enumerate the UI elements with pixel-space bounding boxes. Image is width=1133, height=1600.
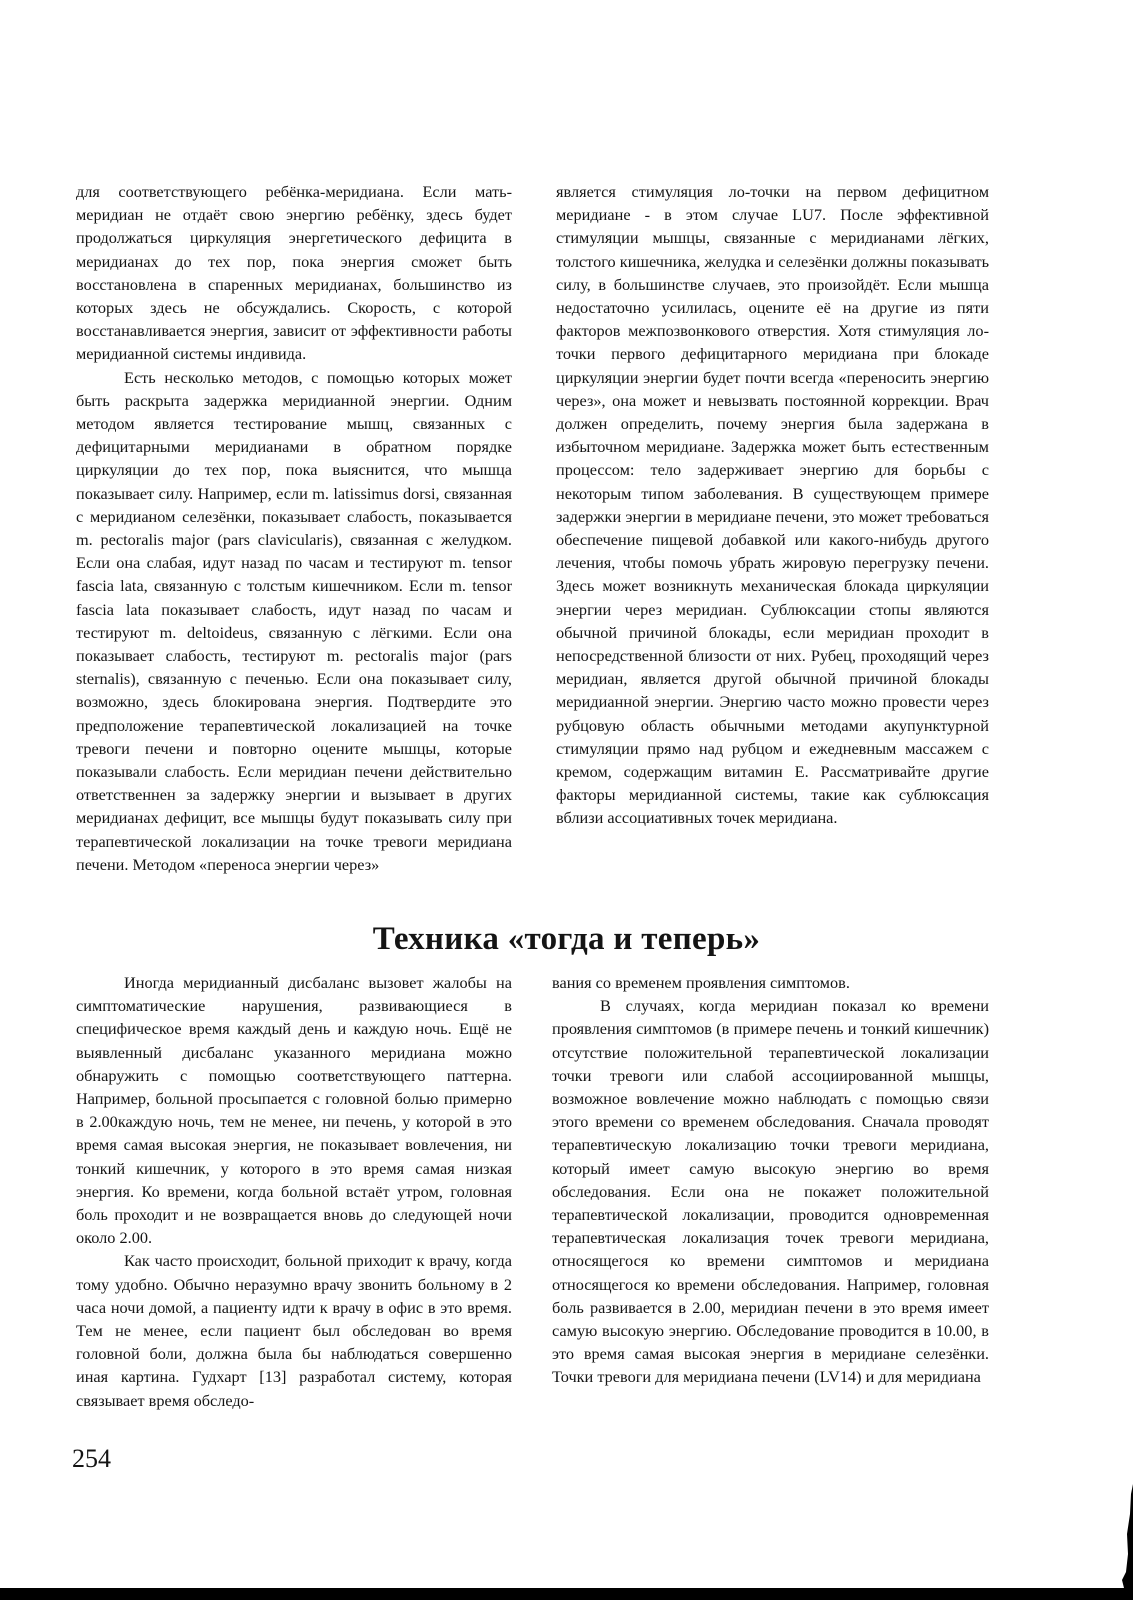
paragraph: Есть несколько методов, с помощью которых может быть раскрыта задержка меридианной энергии. Одним методом является тестирование мышц, связанных с дефицитарными меридианами в обратном порядке циркуляции до тех пор, пока выяснится, что мышца показывает силу. Например, если m. latissimus dorsi, связанная с меридианом селезёнки, показывает слабость, показывается m. pectoralis major (pars clavicularis), связанная с желудком. Если она слабая, идут назад по часам и тестируют m. tensor fascia lata, связанную с толстым кишечником. Если m. tensor fascia lata показывает слабость, идут назад по часам и тестируют m. deltoideus, связанную с лёгкими. Если она показывает слабость, тестируют m. pectoralis major (pars sternalis), связанную с печенью. Если она показывает силу, возможно, здесь блокирована энергия. Подтвердите это предположение терапевтической локализацией на точке тревоги печени и повторно оцените мышцы, которые показывали слабость. Если меридиан печени действительно ответственнен за задержку энергии и вызывает в других меридианах дефицит, все мышцы будут показывать силу при терапевтической локализации на точке тревоги меридиана печени. Методом «переноса энергии через» <box>76 367 512 874</box>
section-heading: Техника «тогда и теперь» <box>372 921 761 957</box>
top-right-column <box>556 180 989 830</box>
paragraph: для соответствующего ребёнка-меридиана. Если мать-меридиан не отдаёт свою энергию ребёнку, здесь будет продолжаться циркуляция энергетического дефицита в меридианах до тех пор, пока энергия сможет быть восстановлена в спаренных меридианах, большинство из которых здесь не обсуждались. Скорость, с которой восстанавливается энергия, зависит от эффективности работы меридианной системы индивида. <box>76 182 512 364</box>
top-left-column <box>76 180 512 876</box>
scan-bottom-edge <box>0 1588 1133 1600</box>
bottom-left-column <box>76 971 512 1412</box>
paragraph: является стимуляция ло-точки на первом дефицитном меридиане - в этом случае LU7. После эффективной стимуляции мышцы, связанные с меридианами лёгких, толстого кишечника, желудка и селезёнки должны показывать силу, в большинстве случаев, это произойдёт. Если мышца недостаточно усилилась, оцените её на другие из пяти факторов межпозвонкового отверстия. Хотя стимуляция ло-точки первого дефицитарного меридиана при блокаде циркуляции энергии будет почти всегда «переносить энергию через», она может и невызвать постоянной коррекции. Врач должен определить, почему энергия была задержана в избыточном меридиане. Задержка может быть естественным процессом: тело задерживает энергию для борьбы с некоторым типом заболевания. В существующем примере задержки энергии в меридиане печени, это может требоваться обеспечение пищевой добавкой или какого-нибудь другого лечения, чтобы помочь убрать жировую перегрузку печени. Здесь может возникнуть механическая блокада циркуляции энергии через меридиан. Сублюксации стопы являются обычной причиной блокады, если меридиан проходит в непосредственной близости от них. Рубец, проходящий через меридиан, является другой обычной причиной блокады меридианной энергии. Энергию часто можно провести через рубцовую область обычными методами акупунктурной стимуляции прямо над рубцом и ежедневным массажем с кремом, содержащим витамин Е. Рассматривайте другие факторы меридианной системы, такие как сублюксация вблизи ассоциативных точек меридиана. <box>556 182 989 828</box>
paragraph: Иногда меридианный дисбаланс вызовет жалобы на симптоматические нарушения, развивающиеся в специфическое время каждый день и каждую ночь. Ещё не выявленный дисбаланс указанного меридиана можно обнаружить с помощью соответствующего паттерна. Например, больной просыпается с головной болью примерно в 2.00каждую ночь, тем не менее, ни печень, у которой в это время самая высокая энергия, не показывает вовлечения, ни тонкий кишечник, у которого в это время самая низкая энергия. Ко времени, когда больной встаёт утром, головная боль проходит и не возвращается вновь до следующей ночи около 2.00. <box>76 973 512 1248</box>
bottom-right-column <box>552 971 989 1389</box>
page-number: 254 <box>72 1444 111 1473</box>
paragraph: Как часто происходит, больной приходит к врачу, когда тому удобно. Обычно неразумно врачу звонить больному в 2 часа ночи домой, а пациенту идти к врачу в офис в это время. Тем не менее, если пациент был обследован во время головной боли, должна была бы наблюдаться совершенно иная картина. Гудхарт [13] разработал систему, которая связывает время обследо- <box>76 1251 512 1410</box>
scan-right-edge <box>1118 1484 1133 1600</box>
paragraph: вания со временем проявления симптомов. <box>552 973 850 992</box>
paragraph: В случаях, когда меридиан показал ко времени проявления симптомов (в примере печень и тонкий кишечник) отсутствие положительной терапевтической локализации точки тревоги или слабой ассоциированной мышцы, возможное вовлечение можно наблюдать с помощью связи этого времени со временем обследования. Сначала проводят терапевтическую локализацию точки тревоги меридиана, который имеет самую высокую энергию во время обследования. Если она не покажет положительной терапевтической локализации, проводится одновременная терапевтическая локализация точек тревоги меридиана, относящегося ко времени симптомов и меридиана относящегося ко времени обследования. Например, головная боль развивается в 2.00, меридиан печени в это время имеет самую высокую энергию. Обследование проводится в 10.00, в это время самая высокая энергия в меридиане селезёнки. Точки тревоги для меридиана печени (LV14) и для меридиана <box>552 996 989 1387</box>
